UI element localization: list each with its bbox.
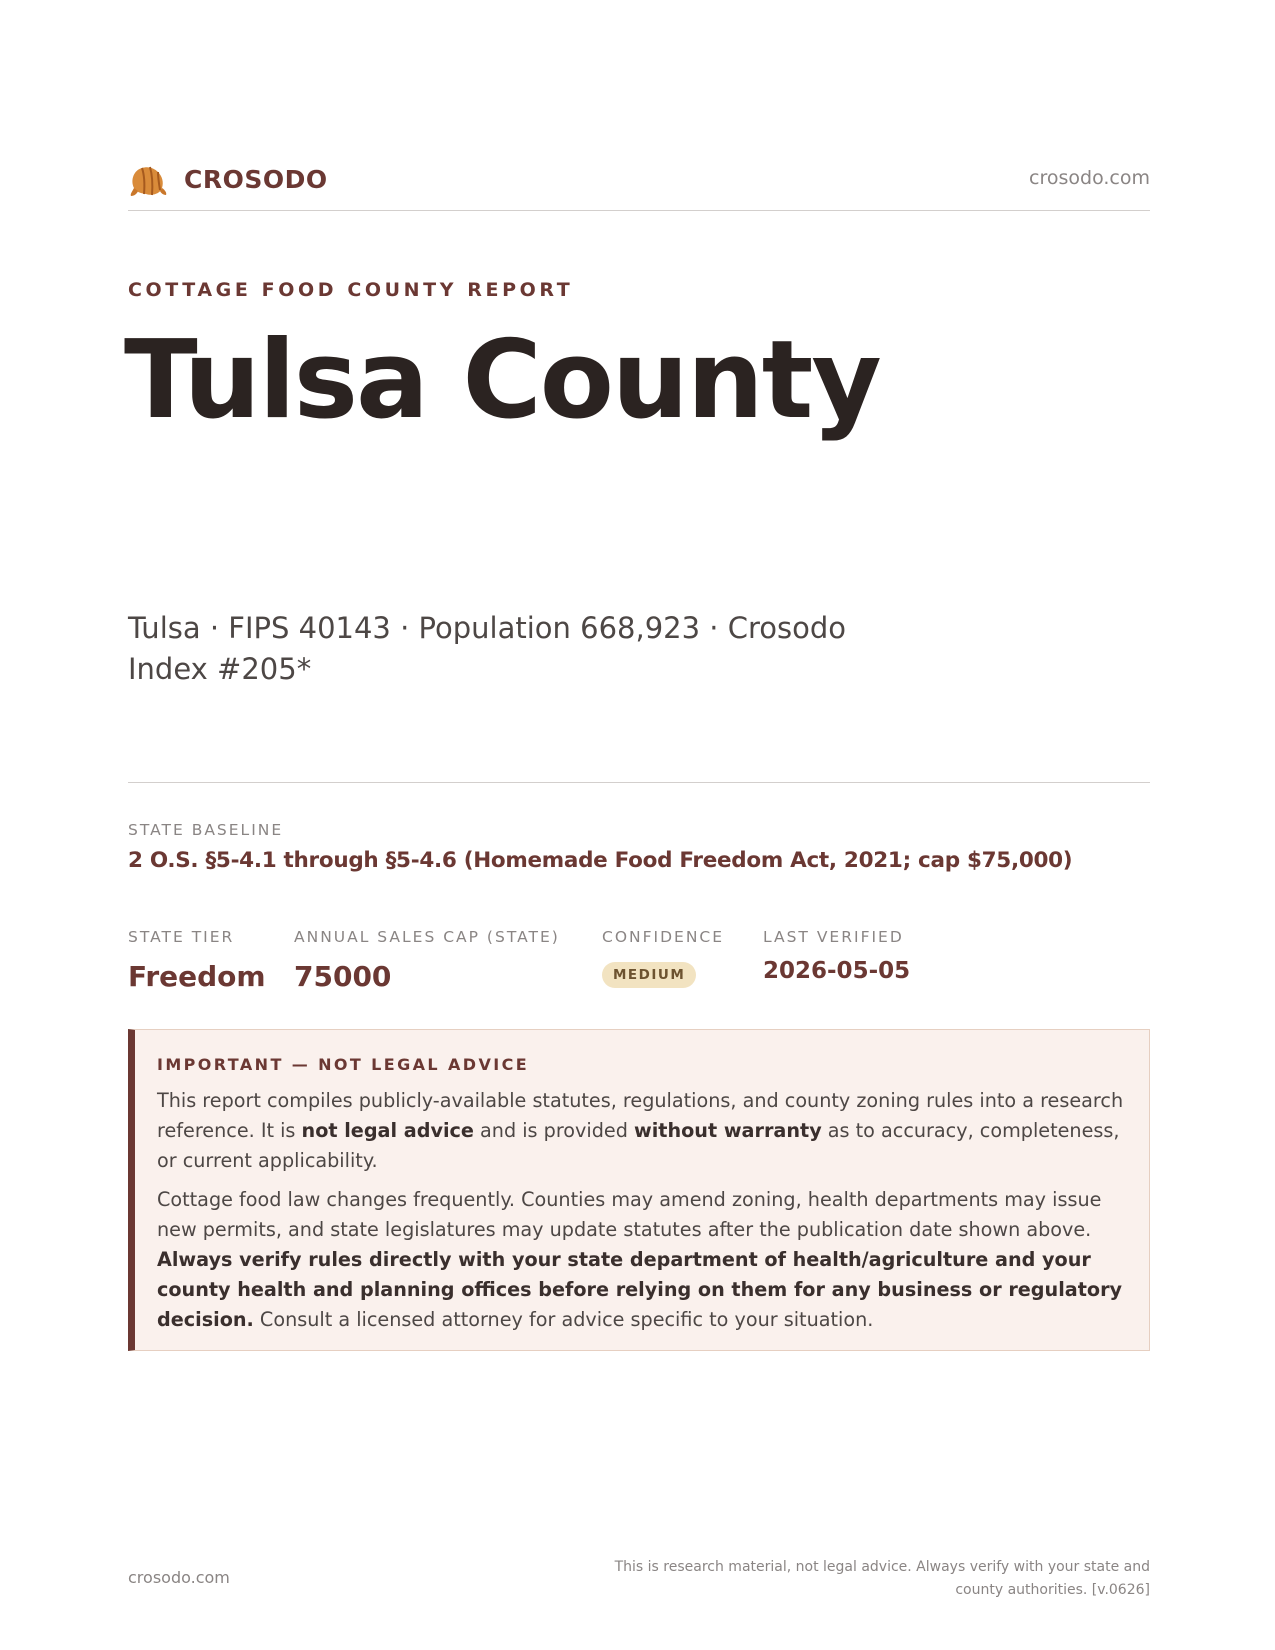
stat-value: Freedom — [128, 960, 266, 993]
page-header — [128, 158, 1150, 211]
report-eyebrow: COTTAGE FOOD COUNTY REPORT — [128, 279, 574, 301]
notice-title: IMPORTANT — NOT LEGAL ADVICE — [157, 1055, 530, 1074]
notice-text: as to accuracy, completeness, or current applicability. — [157, 1119, 1120, 1172]
notice-text: Consult a licensed attorney for advice specific to your situation. — [253, 1308, 874, 1331]
notice-text: This report compiles publicly-available statutes, regulations, and county zoning rules into a research reference. It is — [157, 1089, 1124, 1142]
site-url-link[interactable]: crosodo.com — [1029, 167, 1150, 189]
state-baseline-value: 2 O.S. §5-4.1 through §5-4.6 (Homemade Food Freedom Act, 2021; cap $75,000) — [128, 848, 1073, 873]
notice-paragraph — [157, 1185, 1125, 1335]
section-divider — [128, 782, 1150, 783]
stat-label: STATE TIER — [128, 928, 235, 946]
brand-logo[interactable] — [128, 160, 328, 198]
stat-value: 75000 — [294, 960, 392, 993]
footer-disclaimer: This is research material, not legal advice. Always verify with your state and county authorities. [v.0626] — [614, 1559, 1150, 1598]
stat-label: LAST VERIFIED — [763, 928, 904, 946]
report-page — [124, 0, 1150, 1650]
brand-name: CROSODO — [184, 164, 328, 194]
footer-site-url-link[interactable]: crosodo.com — [128, 1568, 230, 1587]
stat-label: ANNUAL SALES CAP (STATE) — [294, 928, 560, 946]
stat-value: 2026-05-05 — [763, 958, 911, 984]
stat-label: CONFIDENCE — [602, 928, 725, 946]
stat-confidence — [602, 928, 724, 988]
notice-text: and is provided — [473, 1119, 634, 1142]
county-summary: Tulsa · FIPS 40143 · Population 668,923 · Crosodo Index #205* — [128, 611, 846, 686]
notice-paragraph — [157, 1086, 1125, 1176]
notice-emphasis: Always verify rules directly with your state department of health/agriculture and your county health and planning offices before relying on them for any business or regulatory decision. — [157, 1248, 1123, 1331]
stat-last-verified — [763, 928, 910, 984]
notice-text: Cottage food law changes frequently. Counties may amend zoning, health departments may issue new permits, and state legislatures may update statutes after the publication date shown above. — [157, 1188, 1102, 1241]
state-baseline-label: STATE BASELINE — [128, 821, 284, 839]
stat-annual-sales-cap — [294, 928, 560, 993]
stats-row — [128, 928, 1150, 998]
notice-emphasis: without warranty — [633, 1119, 822, 1142]
stat-state-tier — [128, 928, 266, 993]
notice-emphasis: not legal advice — [301, 1119, 474, 1142]
notice-body — [157, 1086, 1125, 1335]
croissant-icon — [128, 160, 168, 198]
legal-notice-box — [128, 1029, 1150, 1351]
confidence-badge: MEDIUM — [602, 962, 696, 988]
page-title: Tulsa County — [124, 318, 880, 443]
